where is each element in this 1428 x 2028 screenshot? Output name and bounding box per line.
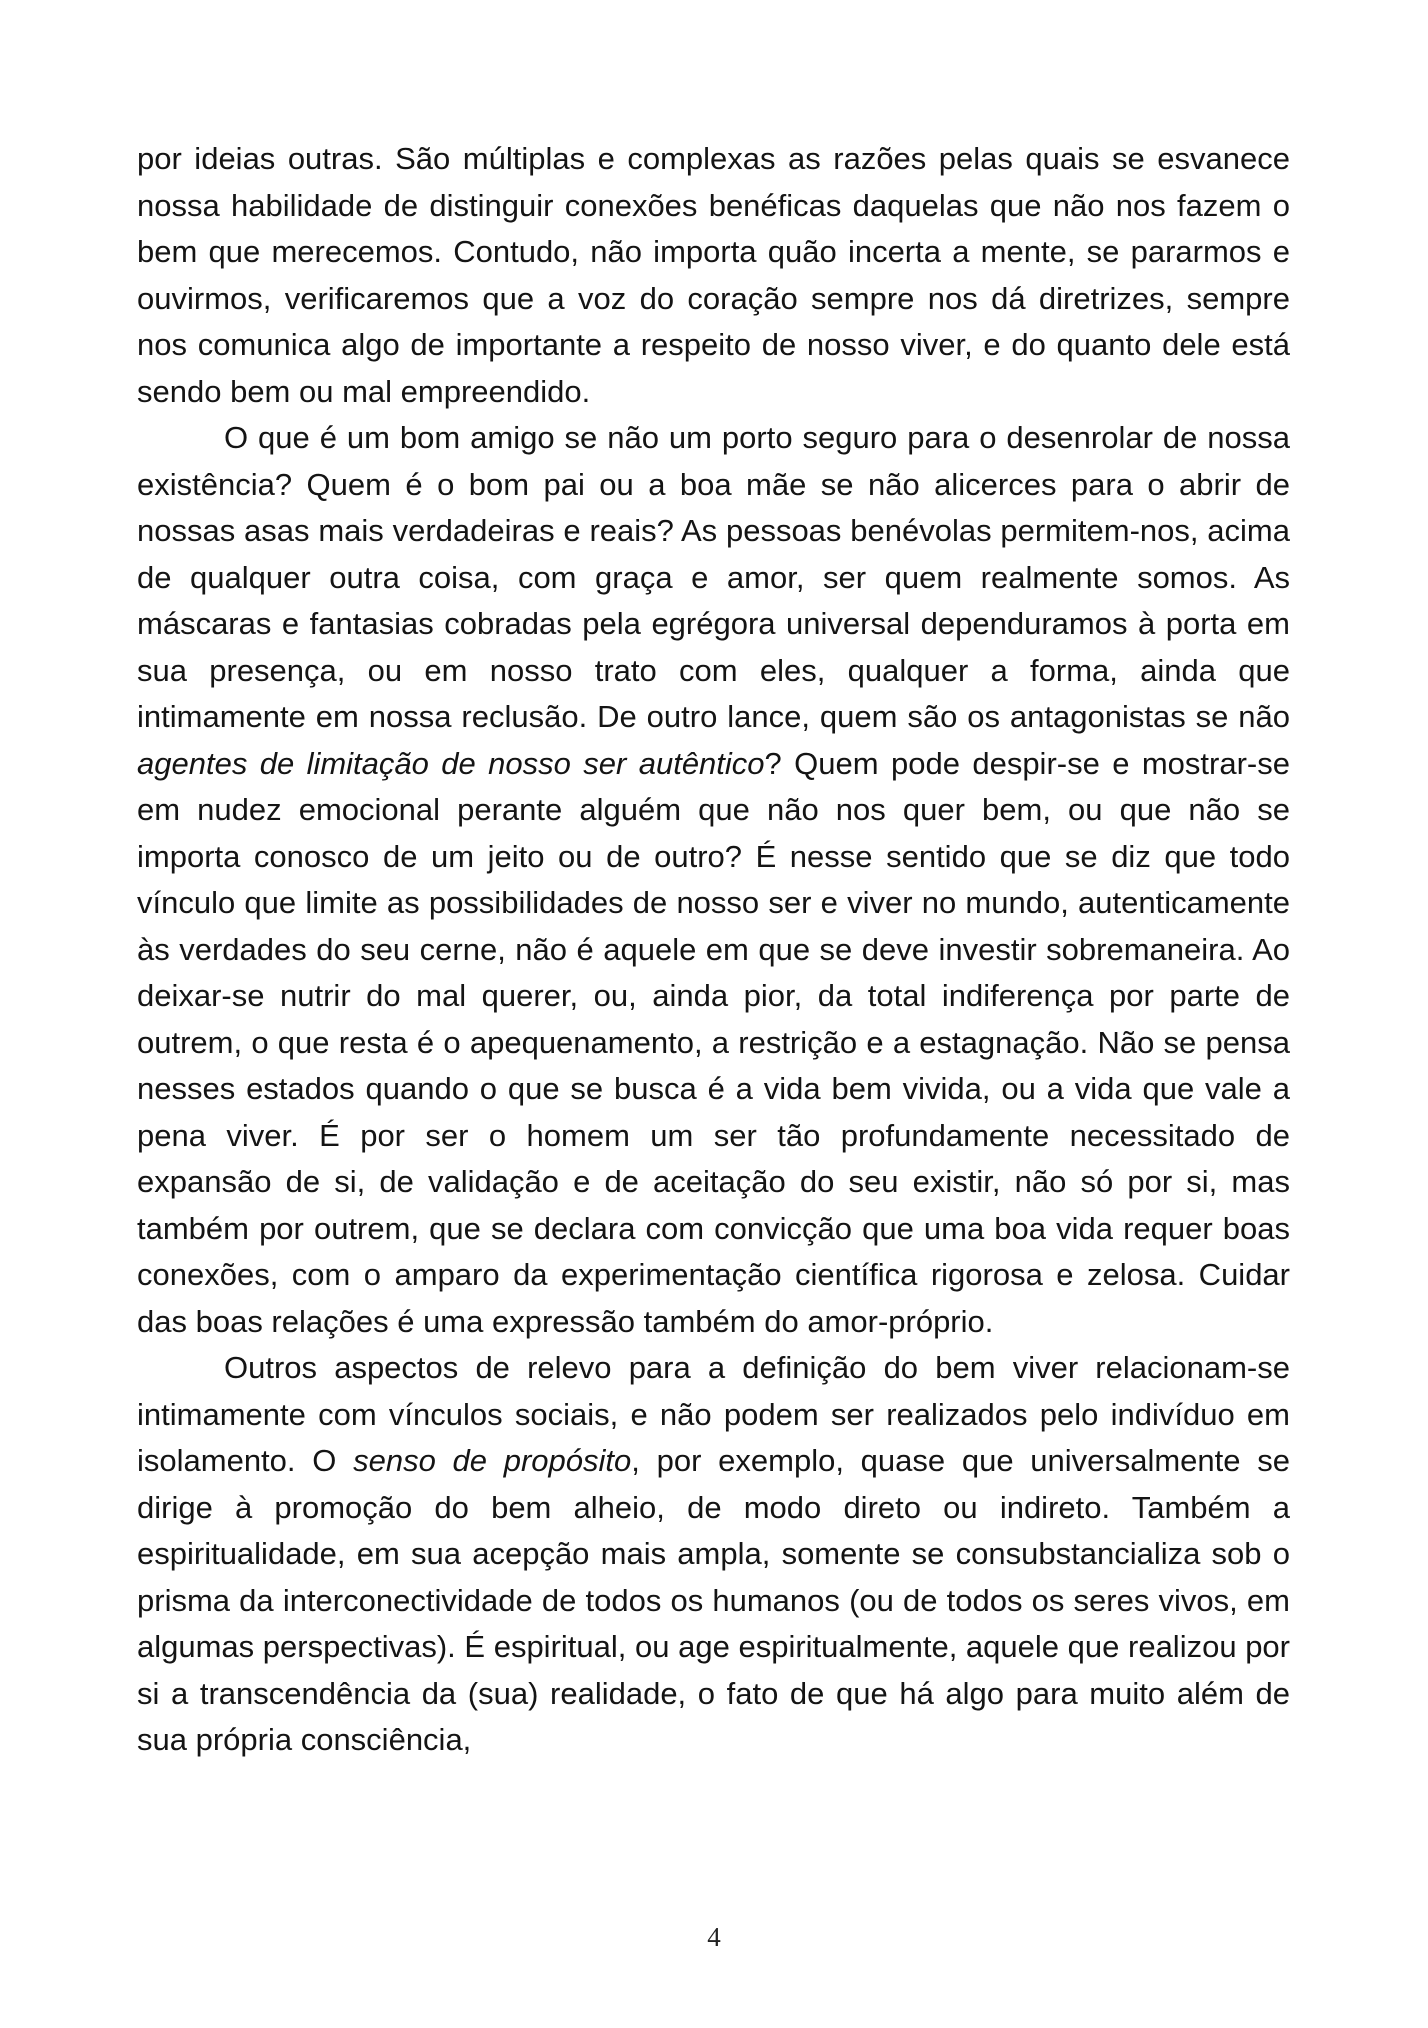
paragraph-2-text-a: O que é um bom amigo se não um porto seguro para o desenrolar de nossa existência? Quem é o bom pai ou a boa mãe se não alicerces para o abrir de nossas asas mais verdadeiras e reais? As pessoas benévolas permitem-nos, acima de qualquer outra coisa, com graça e amor, ser quem realmente somos. As máscaras e fantasias cobradas pela egrégora universal dependuramos à porta em sua presença, ou em nosso trato com eles, qualquer a forma, ainda que intimamente em nossa reclusão. De outro lance, quem são os antagonistas se não [137, 420, 1290, 734]
paragraph-3 [137, 1345, 1290, 1764]
paragraph-2-italic-phrase: agentes de limitação de nosso ser autêntico [137, 745, 765, 781]
paragraph-2 [137, 415, 1290, 1345]
paragraph-2-text-b: ? Quem pode despir-se e mostrar-se em nudez emocional perante alguém que não nos quer bem, ou que não se importa conosco de um jeito ou de outro? É nesse sentido que se diz que todo vínculo que limite as possibilidades de nosso ser e viver no mundo, autenticamente às verdades do seu cerne, não é aquele em que se deve investir sobremaneira. Ao deixar-se nutrir do mal querer, ou, ainda pior, da total indiferença por parte de outrem, o que resta é o apequenamento, a restrição e a estagnação. Não se pensa nesses estados quando o que se busca é a vida bem vivida, ou a vida que vale a pena viver. É por ser o homem um ser tão profundamente necessitado de expansão de si, de validação e de aceitação do seu existir, não só por si, mas também por outrem, que se declara com convicção que uma boa vida requer boas conexões, com o amparo da experimentação científica rigorosa e zelosa. Cuidar das boas relações é uma expressão também do amor-próprio. [137, 745, 1290, 1339]
paragraph-3-text-b: , por exemplo, quase que universalmente se dirige à promoção do bem alheio, de modo direto ou indireto. Também a espiritualidade, em sua acepção mais ampla, somente se consubstancializa sob o prisma da interconectividade de todos os humanos (ou de todos os seres vivos, em algumas perspectivas). É espiritual, ou age espiritualmente, aquele que realizou por si a transcendência da (sua) realidade, o fato de que há algo para muito além de sua própria consciência, [137, 1443, 1290, 1757]
paragraph-3-italic-phrase: senso de propósito [353, 1443, 632, 1478]
paragraph-1: por ideias outras. São múltiplas e complexas as razões pelas quais se esvanece nossa habilidade de distinguir conexões benéficas daquelas que não nos fazem o bem que merecemos. Contudo, não importa quão incerta a mente, se pararmos e ouvirmos, verificaremos que a voz do coração sempre nos dá diretrizes, sempre nos comunica algo de importante a respeito de nosso viver, e do quanto dele está sendo bem ou mal empreendido. [137, 141, 1290, 409]
paragraph-3-text-a: Outros aspectos de relevo para a definição do bem viver relacionam-se intimamente com vínculos sociais, e não podem ser realizados pelo indivíduo em isolamento. O [137, 1350, 1290, 1478]
page-number: 4 [707, 1922, 721, 1952]
body-text [137, 136, 1290, 1764]
